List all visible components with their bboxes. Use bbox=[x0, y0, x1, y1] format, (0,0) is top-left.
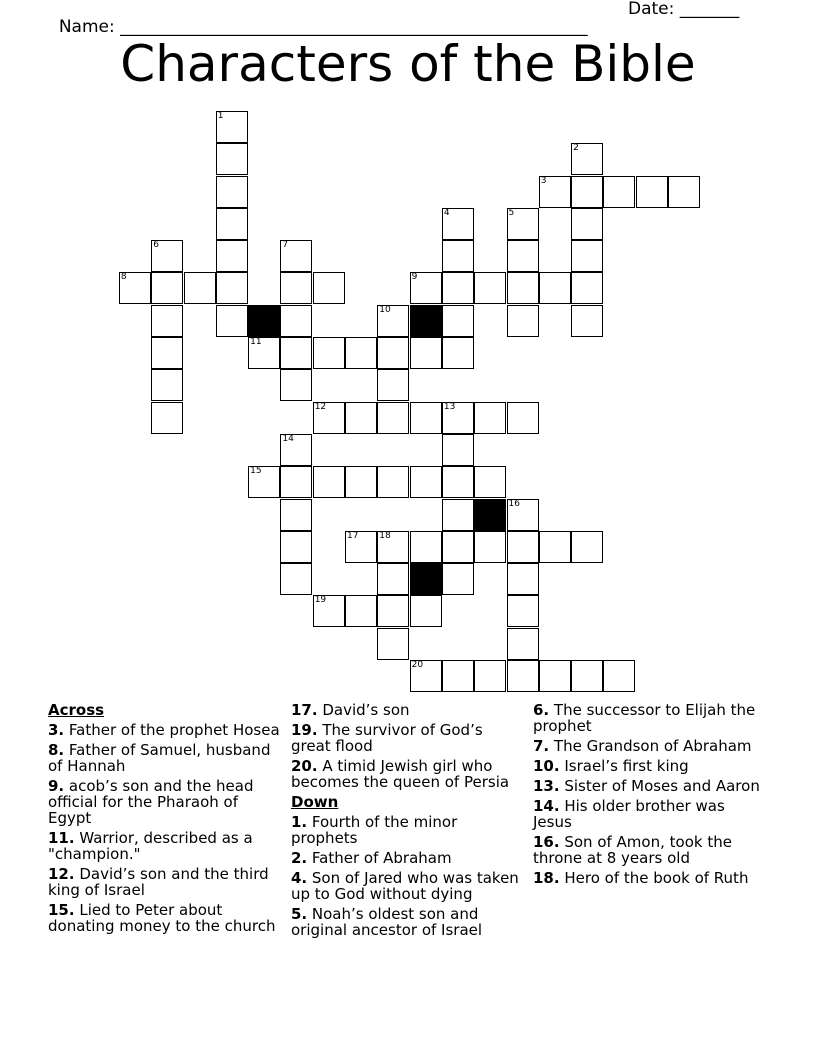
grid-cell[interactable] bbox=[280, 466, 312, 498]
grid-cell[interactable] bbox=[345, 337, 377, 369]
grid-cell[interactable] bbox=[442, 499, 474, 531]
clue-item-text: His older brother was Jesus bbox=[533, 797, 725, 831]
clue-item-number: 17. bbox=[291, 701, 318, 719]
clue-item-text: Warrior, described as a "champion." bbox=[48, 829, 253, 863]
clue-item bbox=[291, 906, 523, 938]
grid-cell[interactable] bbox=[410, 337, 442, 369]
clue-item bbox=[533, 738, 765, 754]
clue-item bbox=[291, 870, 523, 902]
grid-cell[interactable] bbox=[151, 337, 183, 369]
grid-cell[interactable] bbox=[280, 563, 312, 595]
clue-item-number: 11. bbox=[48, 829, 75, 847]
grid-cell[interactable] bbox=[377, 305, 409, 337]
grid-cell[interactable] bbox=[442, 660, 474, 692]
clue-item bbox=[533, 758, 765, 774]
grid-cell[interactable] bbox=[377, 531, 409, 563]
clue-item-number: 13. bbox=[533, 777, 560, 795]
clue-item bbox=[48, 742, 280, 774]
date-field[interactable]: Date: _______ bbox=[628, 0, 740, 19]
grid-cell[interactable] bbox=[474, 531, 506, 563]
clue-number: 16 bbox=[508, 498, 520, 509]
clue-number: 12 bbox=[314, 401, 327, 412]
clue-item bbox=[291, 722, 523, 754]
grid-cell[interactable] bbox=[280, 434, 312, 466]
grid-cell[interactable] bbox=[280, 499, 312, 531]
grid-cell[interactable] bbox=[410, 595, 442, 627]
clue-item bbox=[48, 830, 280, 862]
clue-item bbox=[48, 778, 280, 826]
grid-cell[interactable] bbox=[507, 660, 539, 692]
grid-cell[interactable] bbox=[345, 466, 377, 498]
clue-number: 17 bbox=[347, 530, 359, 541]
grid-cell[interactable] bbox=[571, 272, 603, 304]
down-heading: Down bbox=[291, 793, 339, 811]
grid-cell[interactable] bbox=[442, 337, 474, 369]
clues-column-1 bbox=[48, 702, 280, 938]
clue-item bbox=[533, 702, 765, 734]
grid-block bbox=[248, 305, 280, 337]
clue-number: 2 bbox=[573, 143, 579, 154]
clue-item-text: The survivor of God’s great flood bbox=[291, 721, 483, 755]
grid-cell[interactable] bbox=[151, 402, 183, 434]
grid-cell[interactable] bbox=[442, 563, 474, 595]
clue-item bbox=[48, 722, 280, 738]
grid-cell[interactable] bbox=[280, 531, 312, 563]
grid-cell[interactable] bbox=[571, 208, 603, 240]
grid-cell[interactable] bbox=[216, 111, 248, 143]
clue-number: 8 bbox=[120, 272, 127, 283]
grid-cell[interactable] bbox=[313, 466, 345, 498]
clue-item-text: Father of Samuel, husband of Hannah bbox=[48, 741, 271, 775]
grid-cell[interactable] bbox=[345, 595, 377, 627]
grid-cell[interactable] bbox=[216, 208, 248, 240]
grid-cell[interactable] bbox=[280, 305, 312, 337]
clue-number: 9 bbox=[411, 272, 418, 283]
grid-cell[interactable] bbox=[216, 143, 248, 175]
grid-cell[interactable] bbox=[571, 176, 603, 208]
grid-cell[interactable] bbox=[410, 402, 442, 434]
clue-number: 4 bbox=[443, 207, 450, 218]
clue-item-text: A timid Jewish girl who becomes the queen of Persia bbox=[291, 757, 510, 791]
clue-item bbox=[291, 758, 523, 790]
name-field[interactable]: Name: _______________________________________________________ bbox=[58, 17, 588, 37]
grid-cell[interactable] bbox=[442, 240, 474, 272]
grid-cell[interactable] bbox=[442, 434, 474, 466]
clue-number: 10 bbox=[379, 304, 391, 315]
clue-item-number: 19. bbox=[291, 721, 318, 739]
clue-item-text: Sister of Moses and Aaron bbox=[559, 777, 760, 795]
clue-item-number: 5. bbox=[291, 905, 308, 923]
grid-cell[interactable] bbox=[539, 176, 571, 208]
clue-item-text: The Grandson of Abraham bbox=[549, 737, 752, 755]
clue-item-number: 6. bbox=[533, 701, 550, 719]
grid-cell[interactable] bbox=[442, 305, 474, 337]
clue-number: 15 bbox=[250, 466, 262, 477]
grid-cell[interactable] bbox=[539, 272, 571, 304]
clue-item bbox=[533, 834, 765, 866]
grid-cell[interactable] bbox=[507, 563, 539, 595]
clue-item bbox=[291, 850, 523, 866]
grid-cell[interactable] bbox=[474, 466, 506, 498]
grid-cell[interactable] bbox=[345, 402, 377, 434]
across-heading: Across bbox=[48, 701, 105, 719]
grid-cell[interactable] bbox=[507, 531, 539, 563]
clue-item bbox=[48, 902, 280, 934]
grid-cell[interactable] bbox=[216, 240, 248, 272]
worksheet-header bbox=[48, 0, 748, 37]
grid-cell[interactable] bbox=[119, 272, 151, 304]
grid-cell[interactable] bbox=[151, 240, 183, 272]
grid-cell[interactable] bbox=[603, 176, 635, 208]
grid-cell[interactable] bbox=[377, 369, 409, 401]
clue-item-number: 9. bbox=[48, 777, 65, 795]
clue-number: 13 bbox=[443, 401, 456, 412]
clue-item-number: 15. bbox=[48, 901, 75, 919]
clue-item bbox=[533, 778, 765, 794]
grid-cell[interactable] bbox=[377, 595, 409, 627]
grid-cell[interactable] bbox=[377, 628, 409, 660]
grid-cell[interactable] bbox=[216, 272, 248, 304]
clue-item-number: 14. bbox=[533, 797, 560, 815]
clue-number: 3 bbox=[540, 175, 547, 186]
grid-cell[interactable] bbox=[442, 466, 474, 498]
grid-cell[interactable] bbox=[216, 176, 248, 208]
clue-item bbox=[291, 702, 523, 718]
grid-cell[interactable] bbox=[507, 499, 539, 531]
clue-item-number: 4. bbox=[291, 869, 308, 887]
clue-item-number: 7. bbox=[533, 737, 550, 755]
grid-cell[interactable] bbox=[410, 660, 442, 692]
grid-cell[interactable] bbox=[377, 337, 409, 369]
clue-item-text: Son of Amon, took the throne at 8 years old bbox=[533, 833, 732, 867]
clue-item-text: Fourth of the minor prophets bbox=[291, 813, 458, 847]
clue-number: 5 bbox=[508, 207, 515, 218]
grid-cell[interactable] bbox=[442, 272, 474, 304]
clue-item-text: Noah’s oldest son and original ancestor of Israel bbox=[291, 905, 483, 939]
grid-cell[interactable] bbox=[539, 660, 571, 692]
grid-cell[interactable] bbox=[571, 143, 603, 175]
grid-cell[interactable] bbox=[507, 208, 539, 240]
clue-item bbox=[291, 814, 523, 846]
grid-cell[interactable] bbox=[507, 272, 539, 304]
grid-cell[interactable] bbox=[280, 337, 312, 369]
grid-cell[interactable] bbox=[539, 531, 571, 563]
grid-cell[interactable] bbox=[668, 176, 700, 208]
grid-cell[interactable] bbox=[377, 563, 409, 595]
clue-item-number: 16. bbox=[533, 833, 560, 851]
grid-cell[interactable] bbox=[571, 531, 603, 563]
clue-item-number: 20. bbox=[291, 757, 318, 775]
clue-item-text: David’s son bbox=[317, 701, 410, 719]
grid-block bbox=[410, 305, 442, 337]
clue-item-number: 18. bbox=[533, 869, 560, 887]
clue-number: 19 bbox=[314, 595, 327, 606]
clue-item-number: 1. bbox=[291, 813, 308, 831]
clues-column-2 bbox=[291, 702, 523, 942]
grid-cell[interactable] bbox=[507, 628, 539, 660]
grid-cell[interactable] bbox=[313, 337, 345, 369]
clue-item-number: 10. bbox=[533, 757, 560, 775]
clue-item-text: The successor to Elijah the prophet bbox=[533, 701, 756, 735]
grid-cell[interactable] bbox=[280, 369, 312, 401]
clue-number: 7 bbox=[282, 240, 289, 251]
grid-cell[interactable] bbox=[248, 466, 280, 498]
clues-column-3 bbox=[533, 702, 765, 890]
grid-cell[interactable] bbox=[474, 402, 506, 434]
grid-cell[interactable] bbox=[280, 240, 312, 272]
clue-item-text: Israel’s first king bbox=[559, 757, 689, 775]
grid-cell[interactable] bbox=[410, 272, 442, 304]
clue-item bbox=[533, 870, 765, 886]
clue-item-text: Lied to Peter about donating money to the church bbox=[48, 901, 276, 935]
grid-cell[interactable] bbox=[151, 369, 183, 401]
grid-cell[interactable] bbox=[410, 531, 442, 563]
clue-number: 18 bbox=[379, 530, 391, 541]
clue-item-number: 2. bbox=[291, 849, 308, 867]
clue-number: 20 bbox=[411, 660, 424, 670]
grid-cell[interactable] bbox=[377, 402, 409, 434]
grid-cell[interactable] bbox=[151, 272, 183, 304]
grid-cell[interactable] bbox=[280, 272, 312, 304]
grid-cell[interactable] bbox=[507, 240, 539, 272]
clue-number: 1 bbox=[217, 110, 224, 121]
clue-item bbox=[533, 798, 765, 830]
grid-cell[interactable] bbox=[603, 660, 635, 692]
grid-cell[interactable] bbox=[474, 272, 506, 304]
clue-number: 11 bbox=[250, 337, 262, 347]
grid-cell[interactable] bbox=[377, 466, 409, 498]
grid-cell[interactable] bbox=[474, 660, 506, 692]
grid-cell[interactable] bbox=[345, 531, 377, 563]
clue-item-text: Father of the prophet Hosea bbox=[64, 721, 280, 739]
grid-cell[interactable] bbox=[507, 402, 539, 434]
grid-cell[interactable] bbox=[507, 595, 539, 627]
clue-item-number: 12. bbox=[48, 865, 75, 883]
clue-item-text: Hero of the book of Ruth bbox=[559, 869, 749, 887]
grid-cell[interactable] bbox=[636, 176, 668, 208]
clue-number: 6 bbox=[153, 240, 159, 251]
grid-cell[interactable] bbox=[313, 595, 345, 627]
clue-item-number: 3. bbox=[48, 721, 65, 739]
grid-cell[interactable] bbox=[442, 531, 474, 563]
clue-item-number: 8. bbox=[48, 741, 65, 759]
grid-cell[interactable] bbox=[442, 402, 474, 434]
clue-item-text: David’s son and the third king of Israel bbox=[48, 865, 269, 899]
grid-cell[interactable] bbox=[507, 305, 539, 337]
grid-cell[interactable] bbox=[571, 305, 603, 337]
clue-number: 14 bbox=[282, 433, 294, 444]
grid-cell[interactable] bbox=[313, 272, 345, 304]
clue-item-text: Father of Abraham bbox=[307, 849, 452, 867]
grid-cell[interactable] bbox=[248, 337, 280, 369]
grid-block bbox=[410, 563, 442, 595]
clue-item-text: acob’s son and the head official for the Pharaoh of Egypt bbox=[48, 777, 254, 827]
clue-item-text: Son of Jared who was taken up to God without dying bbox=[291, 869, 519, 903]
grid-cell[interactable] bbox=[184, 272, 216, 304]
page-title: Characters of the Bible bbox=[120, 35, 696, 93]
grid-block bbox=[474, 499, 506, 531]
clue-item bbox=[48, 866, 280, 898]
grid-cell[interactable] bbox=[313, 402, 345, 434]
grid-cell[interactable] bbox=[571, 660, 603, 692]
grid-cell[interactable] bbox=[151, 305, 183, 337]
grid-cell[interactable] bbox=[571, 240, 603, 272]
grid-cell[interactable] bbox=[442, 208, 474, 240]
grid-cell[interactable] bbox=[410, 466, 442, 498]
grid-cell[interactable] bbox=[216, 305, 248, 337]
